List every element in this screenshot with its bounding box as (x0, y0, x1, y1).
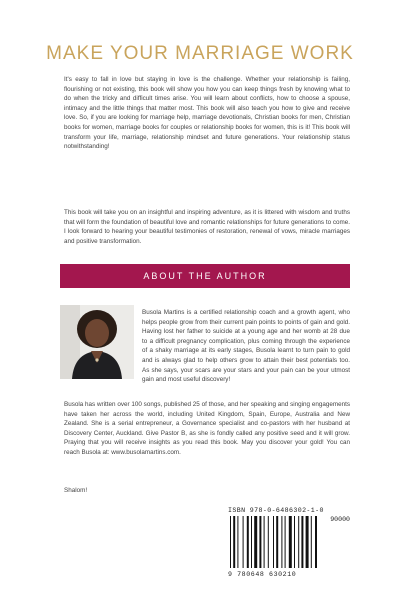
ean-number: 9 780648 630210 (228, 571, 297, 578)
author-bio-paragraph-2: Busola has written over 100 songs, published 25 of those, and her speaking and singing engagements have taken her across the world, including United Kingdom, Spain, Europe, Australia and New Zealand. She is a serial entrepreneur, a Governance specialist and co-pastors with her husband at Discovery Center, Auckland. Give Pastor B, as she is fondly called any positive seed and it will grow. Praying that you will receive insights as you read this book. May you discover your gold! You can reach Busola at: www.busolamartins.com. (64, 401, 350, 456)
author-portrait-illustration (60, 305, 134, 379)
author-bio-paragraph: Busola Martins is a certified relationship coach and a growth agent, who helps people grow from their current pain points to points of gain and gold. Having lost her father to suicide at a young age and her womb at 28 due to a difficult pregnancy complication, plus coming through the experience of a shaky marriage at its early stages, Busola learnt to turn pain to gold and is always glad to help others grow to attain their best potentials too. As she says, your scars are your stars and your pain can be your utmost gain and most useful discovery! (142, 309, 350, 384)
isbn-barcode (228, 507, 350, 585)
intro-paragraph: It's easy to fall in love but staying in love is the challenge. Whether your relationship is failing, flourishing or not existing, this book will show you how you can keep things fresh by knowing what to do when the tricky and difficult times arise. You will learn about conflicts, how to choose a spouse, intimacy and the little things that matter most. This book will also teach you how to give and receive love. So, if you are looking for marriage help, marriage devotionals, Christian books for men, Christian books for women, marriage books for couples or relationship books for women, this is it! This book will transform your life, marriage, relationship mindset and future generations. Your relationship status notwithstanding! (64, 76, 350, 151)
about-author-banner (60, 264, 350, 288)
author-photo (60, 305, 134, 379)
about-author-heading: ABOUT THE AUTHOR (143, 271, 267, 281)
isbn-text: ISBN 978-0-6486302-1-0 (228, 507, 324, 514)
book-title: MAKE YOUR MARRIAGE WORK (46, 43, 354, 64)
barcode-bars (228, 516, 350, 572)
intro-paragraph-2: This book will take you on an insightful and inspiring adventure, as it is littered with wisdom and truths that will form the foundation of beautiful love and romantic relationships for future generations to come. I look forward to hearing your beautiful testimonies of restoration, renewal of vows, miracle marriages and positive transformation. (64, 209, 350, 245)
price-code: 90000 (330, 516, 350, 523)
closing-text: Shalom! (64, 487, 88, 494)
